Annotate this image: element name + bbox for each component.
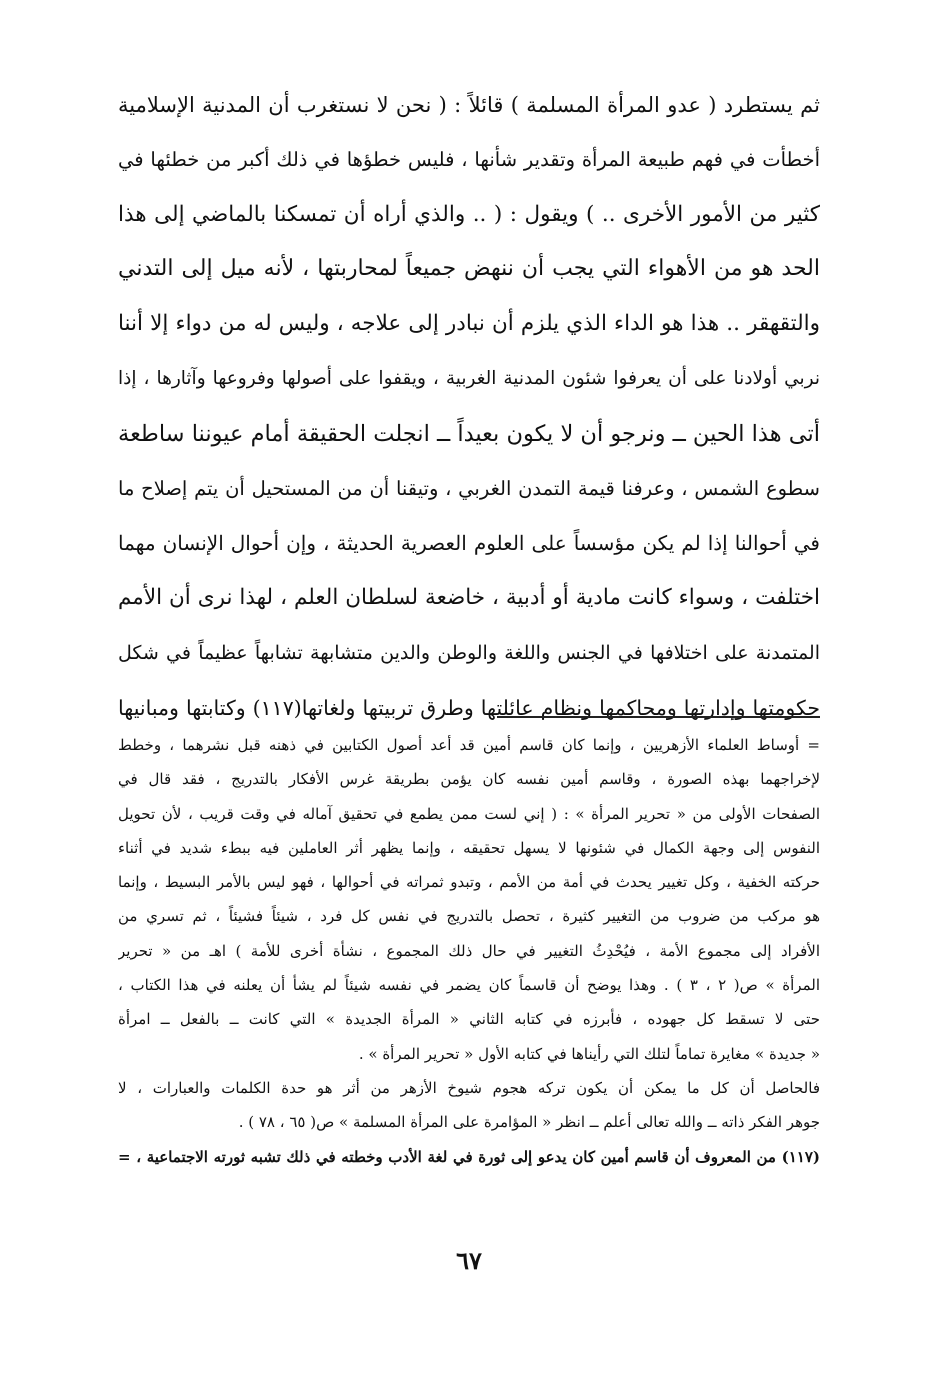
footnote-line: « جديدة » مغايرة تماماً لتلك التي رأيناها في كتابه الأول « تحرير المرأة » . <box>358 1044 820 1063</box>
footnote-117: (١١٧) من المعروف أن قاسم أمين كان يدعو إلى ثورة في لغة الأدب وخطته في ذلك تشبه ثورته الاجتماعية ، = <box>118 1147 820 1166</box>
footnote-line: حتى لا تسقط كل جهوده ، فأبرزه في كتابه الثاني « المرأة الجديدة » التي كانت ــ بالفعل ــ امرأة <box>118 1010 820 1029</box>
main-text-line: المتمدنة على اختلافها في الجنس واللغة والوطن والدين متشابهة تشابهاً عظيماً في شكل <box>118 641 820 664</box>
footnote-line: الأفراد إلى مجموع الأمة ، فيُحْدِثُ التغيير في حال ذلك المجموع ، نشأة أخرى للأمة ) اهـ من « تحرير <box>118 941 820 960</box>
page-number: ٦٧ <box>456 1246 482 1275</box>
main-text-line: ثم يستطرد ( عدو المرأة المسلمة ) قائلاً : ( نحن لا نستغرب أن المدنية الإسلامية <box>118 93 820 117</box>
main-text-line: حكومتها وإدارتها ومحاكمها ونظام عائلتها وطرق تربيتها ولغاتها(١١٧) وكتابتها ومبانيها <box>118 695 820 720</box>
footnote-line: الصفحات الأولى من « تحرير المرأة » : ( إني لست ممن يطمع في تحقيق آماله في وقت قريب ، لأن تحويل <box>118 804 820 823</box>
footnote-line: فالحاصل أن كل ما يمكن أن يكون تركه هجوم شيوخ الأزهر من أثر هو حدة الكلمات والعبارات ، لا <box>118 1078 820 1097</box>
main-text-line: أخطأت في فهم طبيعة المرأة وتقدير شأنها ، فليس خطؤها في ذلك أكبر من خطئها في <box>118 147 820 171</box>
footnote-line: جوهر الفكر ذاته ــ والله تعالى أعلم ــ انظر « المؤامرة على المرأة المسلمة » ص( ٦٥ ، ٧٨ ) . <box>238 1113 820 1132</box>
footnote-line: حركته الخفية ، وكل تغيير يحدث في أمة من الأمم ، وتبدو ثمراته في أحوالها ، فهو ليس بالأمر البسيط ، وإنما <box>118 873 820 892</box>
main-text-line: أتى هذا الحين ــ ونرجو أن لا يكون بعيداً ــ انجلت الحقيقة أمام عيوننا ساطعة <box>118 420 820 447</box>
footnote-line: المرأة » ص( ٢ ، ٣ ) . وهذا يوضح أن قاسماً كان يضمر في نفسه شيئاً لم يشأ أن يعلنه في هذا الكتاب ، <box>118 976 820 995</box>
main-text-line: والتقهقر .. هذا هو الداء الذي يلزم أن نبادر إلى علاجه ، وليس له من دواء إلا أننا <box>118 311 820 337</box>
main-text-line: نربي أولادنا على أن يعرفوا شئون المدنية الغربية ، ويقفوا على أصولها وفروعها وآثارها ، إذا <box>118 367 820 389</box>
footnote-divider <box>497 716 820 718</box>
main-text-line: في أحوالنا إذا لم يكن مؤسساً على العلوم العصرية الحديثة ، وإن أحوال الإنسان مهما <box>118 531 820 556</box>
main-text-line: الحد هو من الأهواء التي يجب أن ننهض جميعاً لمحاربتها ، لأنه ميل إلى التدني <box>118 256 820 282</box>
footnote-line: هو مركب من ضروب من التغيير كثيرة ، تحصل بالتدريج في نفس كل فرد ، شيئاً فشيئاً ، ثم تسري من <box>118 907 820 926</box>
main-text-line: كثير من الأمور الأخرى .. ) ويقول : ( .. والذي أراه أن تمسكنا بالماضي إلى هذا <box>118 201 820 227</box>
main-text-line: سطوع الشمس ، وعرفنا قيمة التمدن الغربي ، وتيقنا أن من المستحيل أن يتم إصلاح ما <box>118 476 820 500</box>
footnote-line: النفوس إلى وجهة الكمال في شئونها لا يسهل تحقيقه ، وإنما يظهر أثر العاملين فيه ببطء شديد في أثناء <box>118 838 820 857</box>
main-text-line: اختلفت ، وسواء كانت مادية أو أدبية ، خاضعة لسلطان العلم ، لهذا نرى أن الأمم <box>118 585 820 611</box>
footnotes <box>118 728 820 1174</box>
footnote-line: لإخراجهما بهذه الصورة ، وقاسم أمين نفسه كان يؤمن بطريقة غرس الأفكار بالتدريج ، فقد قال في <box>118 770 820 789</box>
footnote-line: = أوساط العلماء الأزهريين ، وإنما كان قاسم أمين قد أعد أصول الكتابين في ذهنه قبل نشرهما ، وخطط <box>118 736 820 754</box>
main-text <box>118 78 820 736</box>
